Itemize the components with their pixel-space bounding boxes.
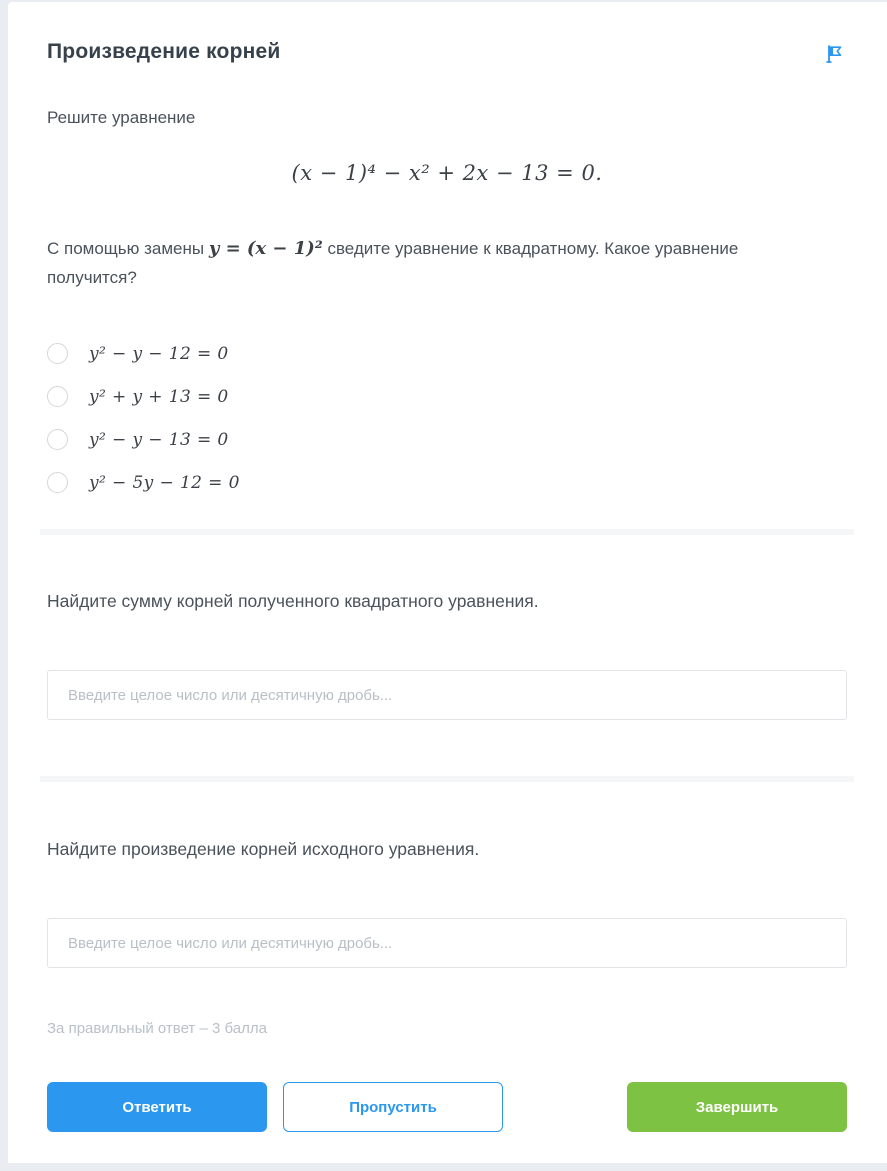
flag-button[interactable]	[823, 42, 847, 69]
sum-question-prompt: Найдите сумму корней полученного квадратного уравнения.	[47, 591, 539, 611]
radio-button[interactable]	[47, 386, 68, 407]
substitution-math: y = (x − 1)²	[208, 238, 323, 259]
options-group	[47, 343, 847, 493]
action-buttons	[47, 1082, 847, 1132]
option-label: y² − y − 13 = 0	[89, 429, 229, 450]
option-row-1[interactable]	[47, 343, 847, 364]
option-label: y² − 5y − 12 = 0	[89, 472, 240, 493]
option-label: y² − y − 12 = 0	[89, 343, 229, 364]
substitution-text	[47, 234, 819, 292]
score-note: За правильный ответ – 3 балла	[47, 1020, 267, 1037]
main-equation: (x − 1)⁴ − x² + 2x − 13 = 0.	[291, 161, 603, 185]
option-label: y² + y + 13 = 0	[89, 386, 229, 407]
radio-button[interactable]	[47, 343, 68, 364]
option-row-2[interactable]	[47, 386, 847, 407]
option-row-4[interactable]	[47, 472, 847, 493]
section-divider	[40, 529, 854, 535]
answer-button[interactable]: Ответить	[47, 1082, 267, 1132]
flag-icon	[825, 52, 845, 67]
page-title: Произведение корней	[47, 40, 281, 63]
substitution-text-after: сведите уравнение к квадратному. Какое уравнение получится?	[47, 239, 739, 287]
option-row-3[interactable]	[47, 429, 847, 450]
card-header	[47, 2, 847, 69]
skip-button[interactable]: Пропустить	[283, 1082, 503, 1132]
radio-button[interactable]	[47, 429, 68, 450]
question-card	[8, 2, 887, 1163]
section-divider	[40, 776, 854, 782]
product-question-prompt: Найдите произведение корней исходного уравнения.	[47, 839, 480, 859]
task-intro: Решите уравнение	[47, 108, 196, 127]
substitution-text-before: С помощью замены	[47, 239, 209, 258]
sum-answer-input[interactable]	[47, 670, 847, 720]
finish-button[interactable]: Завершить	[627, 1082, 847, 1132]
radio-button[interactable]	[47, 472, 68, 493]
product-answer-input[interactable]	[47, 918, 847, 968]
